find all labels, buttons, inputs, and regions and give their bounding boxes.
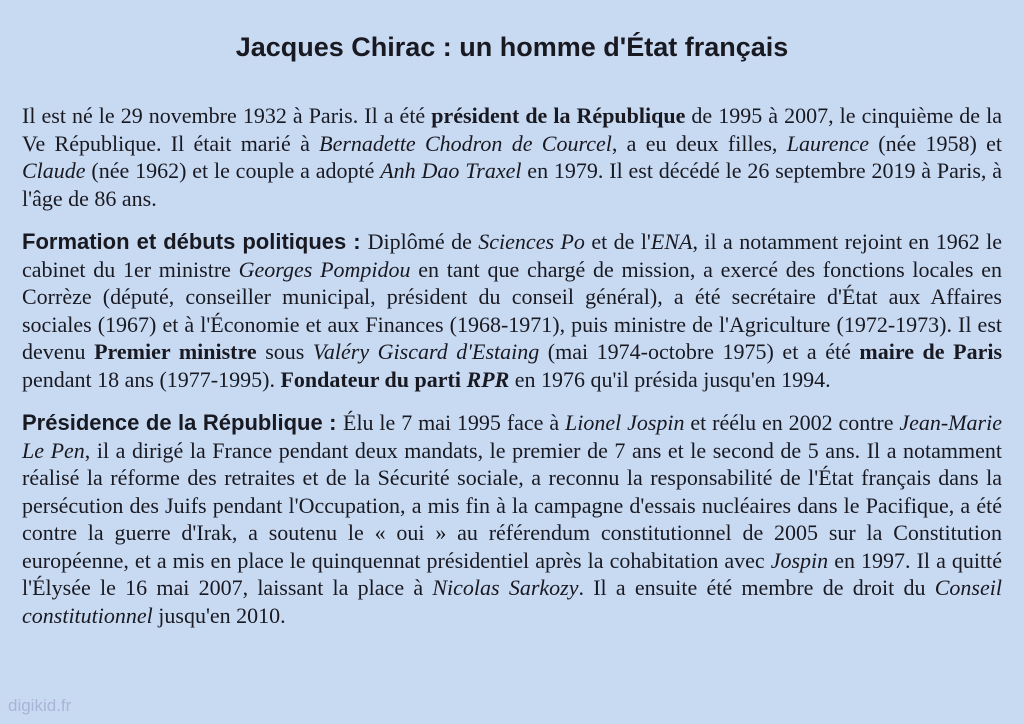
paragraph [22,228,1002,393]
text-segment: (née 1958) et [869,130,1002,156]
text-segment: en 1979. Il est décédé le 26 septembre 2019 à Paris, à l'âge de 86 ans. [22,158,1003,211]
text-segment: Premier ministre [94,339,257,364]
text-segment: Jospin [770,547,829,573]
watermark: digikid.fr [8,696,72,715]
text-segment: Laurence [786,130,869,156]
text-segment: (mai 1974-octobre 1975) et a été [539,339,860,364]
text-segment: Sciences Po [478,229,585,254]
text-segment: Valéry Giscard d'Estaing [312,339,540,364]
section-heading: Formation et débuts politiques : [22,229,368,254]
text-segment: Conseil constitutionnel [22,575,1002,628]
section-heading: Présidence de la République : [22,410,343,435]
text-segment: et réélu en 2002 contre [684,410,900,435]
text-segment: (née 1962) et le couple a adopté [85,158,381,183]
text-segment: Lionel Jospin [564,410,685,435]
text-segment: Claude [22,158,86,183]
text-segment: Anh Dao Traxel [380,158,522,183]
text-segment: Bernadette Chodron de Courcel [319,130,612,156]
text-segment: Il est né le 29 novembre 1932 à Paris. Il a été [22,103,432,128]
text-segment: en tant que chargé de mission, a exercé des fonctions locales en Corrèze (député, conseiller municipal, président du conseil général), a été secrétaire d'État aux Affaires sociales (1967) et à l'Économie et aux Finances (1968-1971), puis ministre de l'Agriculture (1972-1973). Il est devenu [22,256,1002,364]
text-segment: Georges Pompidou [238,256,411,282]
text-segment: Élu le 7 mai 1995 face à [343,410,565,435]
text-segment: RPR [466,366,510,392]
text-segment: Diplômé de [367,229,479,254]
text-segment: jusqu'en 2010. [152,602,286,628]
text-segment: , il a dirigé la France pendant deux mandats, le premier de 7 ans et le second de 5 ans. Il a notamment réalisé la réforme des retraites et de la Sécurité sociale, a reconnu la responsabilité de l'État français dans la persécution des Juifs pendant l'Occupation, a mis fin à la campagne d'essais nucléaires dans le Pacifique, a été contre la guerre d'Irak, a soutenu le « oui » au référendum constitutionnel de 2005 sur la Constitution européenne, et a mis en place le quinquennat présidentiel après la cohabitation avec [22,437,1003,573]
text-segment: et de l' [584,229,651,254]
text-segment: Nicolas Sarkozy [432,575,579,600]
text-segment: de 1995 à 2007, le cinquième de la Ve République. Il était marié à [22,103,1002,156]
text-segment: Fondateur du parti [280,366,467,392]
paragraph [22,102,1002,212]
text-segment: Jean-Marie Le Pen [22,410,1002,463]
text-segment: pendant 18 ans (1977-1995). [22,366,281,392]
text-segment: en 1997. Il a quitté l'Élysée le 16 mai 2007, laissant la place à [22,547,1003,600]
document-body [0,102,1024,629]
page-title: Jacques Chirac : un homme d'État français [235,32,789,62]
text-segment: , il a notamment rejoint en 1962 le cabinet du 1er ministre [22,229,1003,282]
text-segment: en 1976 qu'il présida jusqu'en 1994. [509,366,831,392]
paragraph [22,409,1002,629]
text-segment: maire de Paris [859,339,1003,364]
text-segment: , a eu deux filles, [611,130,787,156]
text-segment: président de la République [431,103,686,128]
text-segment: . Il a ensuite été membre de droit du [578,575,935,600]
text-segment: ENA [650,229,693,254]
text-segment: sous [256,339,313,364]
